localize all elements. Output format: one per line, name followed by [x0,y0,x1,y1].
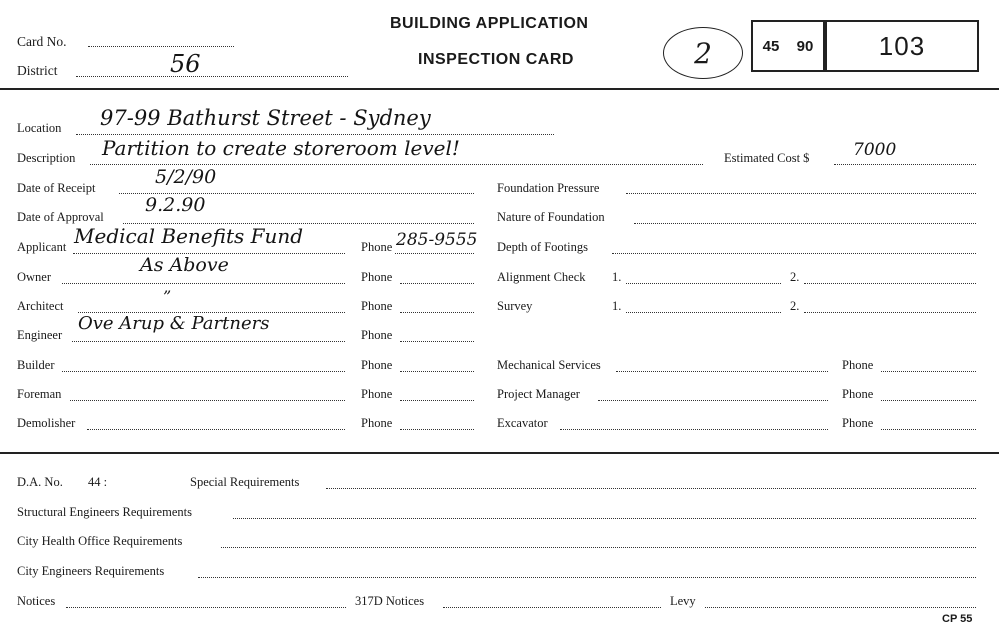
district-label: District [17,63,58,78]
circled-number [663,27,743,79]
location-line [76,134,554,135]
survey-num-2: 2. [790,299,800,313]
owner-label: Owner [17,270,52,284]
card-no-label: Card No. [17,34,67,49]
notices-line [66,607,346,608]
depth-footings-label: Depth of Footings [497,240,588,254]
nature-foundation-line [634,223,976,224]
foreman-phone-line [400,400,474,401]
alignment-line-2 [804,283,976,284]
alignment-num-1: 1. [612,270,622,284]
depth-footings-line [612,253,976,254]
levy-label: Levy [670,594,696,608]
description-line [90,164,703,165]
card-number-box [825,20,979,72]
form-code: CP 55 [942,613,973,625]
applicant-phone-value: 285-9555 [396,230,478,250]
description-value: Partition to create storeroom level! [102,136,460,160]
notices-317d-label: 317D Notices [355,594,425,608]
owner-line [62,283,345,284]
notices-317d-line [443,607,661,608]
foundation-pressure-label: Foundation Pressure [497,181,600,195]
foreman-phone-label: Phone [361,387,393,401]
body-divider [0,452,999,454]
project-manager-label: Project Manager [497,387,580,401]
district-line [76,76,348,77]
foundation-pressure-line [626,193,976,194]
engineer-label: Engineer [17,328,63,342]
estimated-cost-value: 7000 [853,140,897,160]
code-box-2-text: 90 [796,37,814,55]
excavator-line [560,429,828,430]
project-manager-phone-label: Phone [842,387,874,401]
health-req-label: City Health Office Requirements [17,534,183,548]
alignment-check-label: Alignment Check [497,270,586,284]
applicant-phone-line [395,253,474,254]
excavator-phone-line [881,429,976,430]
title-line-2: INSPECTION CARD [418,51,574,68]
card-no-line [88,46,234,47]
demolisher-phone-label: Phone [361,416,393,430]
owner-phone-line [400,283,474,284]
date-approval-value: 9.2.90 [145,194,206,216]
card-number-text: 103 [878,30,926,61]
date-receipt-value: 5/2/90 [155,166,217,188]
alignment-num-2: 2. [790,270,800,284]
owner-phone-label: Phone [361,270,393,284]
foreman-line [70,400,345,401]
estimated-cost-label: Estimated Cost $ [724,151,810,165]
survey-line-1 [626,312,781,313]
engineer-phone-label: Phone [361,328,393,342]
mechanical-phone-label: Phone [842,358,874,372]
da-no-value: 44 : [88,475,108,489]
location-value: 97-99 Bathurst Street - Sydney [100,106,431,130]
owner-value: As Above [140,254,229,276]
structural-req-line [233,518,976,519]
da-no-label: D.A. No. [17,475,63,489]
special-requirements-line [326,488,976,489]
applicant-label: Applicant [17,240,67,254]
demolisher-phone-line [400,429,474,430]
health-req-line [221,547,976,548]
mechanical-phone-line [881,371,976,372]
architect-value: ” [163,287,172,306]
demolisher-line [87,429,345,430]
excavator-phone-label: Phone [842,416,874,430]
levy-line [705,607,976,608]
structural-req-label: Structural Engineers Requirements [17,505,192,519]
demolisher-label: Demolisher [17,416,76,430]
circled-number-text: 2 [694,36,712,70]
district-value: 56 [170,50,201,78]
description-label: Description [17,151,76,165]
applicant-phone-label: Phone [361,240,393,254]
city-eng-req-label: City Engineers Requirements [17,564,165,578]
mechanical-line [616,371,828,372]
date-receipt-label: Date of Receipt [17,181,96,195]
builder-phone-label: Phone [361,358,393,372]
project-manager-line [598,400,828,401]
architect-phone-line [400,312,474,313]
builder-label: Builder [17,358,55,372]
nature-foundation-label: Nature of Foundation [497,210,605,224]
survey-num-1: 1. [612,299,622,313]
builder-line [62,371,345,372]
builder-phone-line [400,371,474,372]
architect-phone-label: Phone [361,299,393,313]
header-divider [0,88,999,90]
code-box-1 [751,20,791,72]
location-label: Location [17,121,62,135]
foreman-label: Foreman [17,387,62,401]
code-box-2 [787,20,825,72]
notices-label: Notices [17,594,56,608]
mechanical-label: Mechanical Services [497,358,601,372]
survey-line-2 [804,312,976,313]
survey-label: Survey [497,299,533,313]
engineer-line [72,341,345,342]
alignment-line-1 [626,283,781,284]
special-requirements-label: Special Requirements [190,475,300,489]
code-box-1-text: 45 [762,37,780,55]
city-eng-req-line [198,577,976,578]
date-approval-label: Date of Approval [17,210,104,224]
estimated-cost-line [834,164,976,165]
title-line-1: BUILDING APPLICATION [390,15,589,32]
project-manager-phone-line [881,400,976,401]
excavator-label: Excavator [497,416,548,430]
architect-label: Architect [17,299,64,313]
engineer-value: Ove Arup & Partners [78,313,270,334]
engineer-phone-line [400,341,474,342]
applicant-value: Medical Benefits Fund [74,224,304,248]
